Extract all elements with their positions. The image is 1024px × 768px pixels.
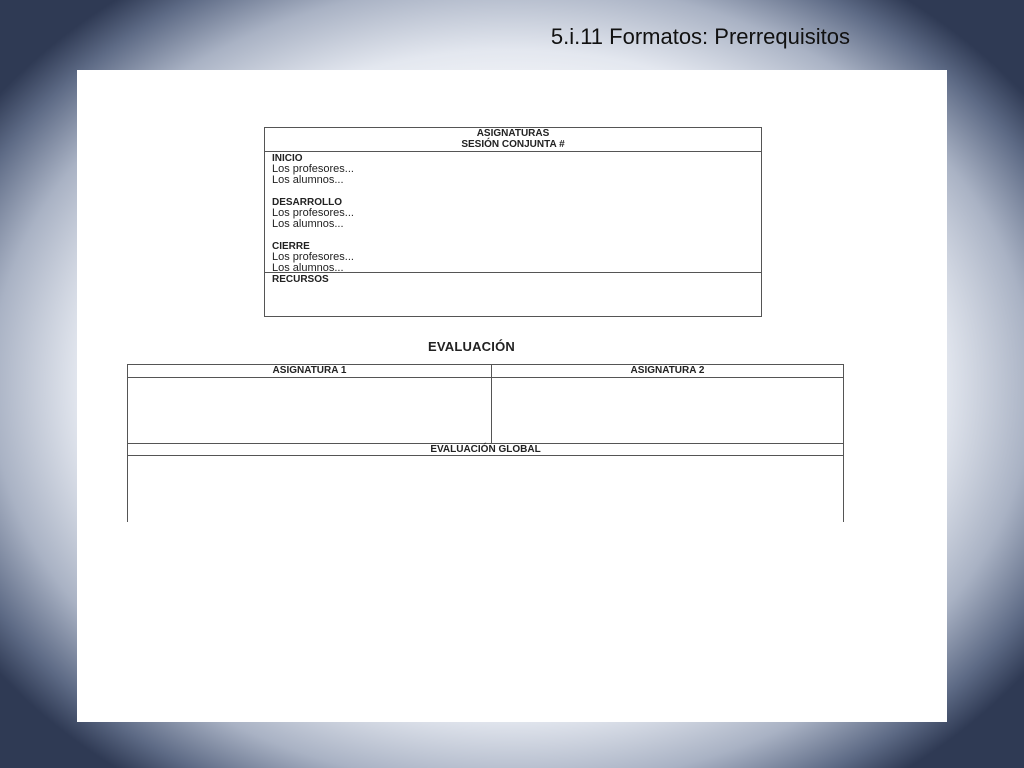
section-line-students: Los alumnos... xyxy=(272,218,344,230)
session-table-header xyxy=(265,128,761,152)
slide-title: 5.i.11 Formatos: Prerrequisitos xyxy=(550,24,850,49)
subject-2-heading: ASIGNATURA 2 xyxy=(630,365,705,376)
global-evaluation-heading: EVALUACIÓN GLOBAL xyxy=(128,444,843,456)
section-heading-desarrollo: DESARROLLO xyxy=(272,197,342,208)
joint-session-heading: SESIÓN CONJUNTA # xyxy=(461,139,565,150)
section-line-students: Los alumnos... xyxy=(272,262,344,273)
resources-heading: RECURSOS xyxy=(272,274,329,285)
subject-1-heading: ASIGNATURA 1 xyxy=(128,365,492,377)
session-table xyxy=(264,127,762,317)
section-spacer xyxy=(272,186,761,197)
section-heading-inicio: INICIO xyxy=(272,153,303,164)
section-line-students: Los alumnos... xyxy=(272,174,344,186)
section-line-teachers: Los profesores... xyxy=(272,251,354,263)
evaluation-header-row xyxy=(128,365,843,378)
section-line-teachers: Los profesores... xyxy=(272,163,354,175)
evaluation-table xyxy=(127,364,844,522)
evaluation-title: EVALUACIÓN xyxy=(428,339,515,354)
section-heading-cierre: CIERRE xyxy=(272,241,310,252)
subjects-heading: ASIGNATURAS xyxy=(476,128,550,139)
section-line-teachers: Los profesores... xyxy=(272,207,354,219)
subject-2-cell xyxy=(492,378,843,443)
global-evaluation-cell xyxy=(128,456,843,522)
subject-1-cell xyxy=(128,378,492,443)
document-page xyxy=(77,70,947,722)
evaluation-body-row xyxy=(128,378,843,444)
session-table-body xyxy=(265,152,761,273)
section-spacer xyxy=(272,230,761,241)
